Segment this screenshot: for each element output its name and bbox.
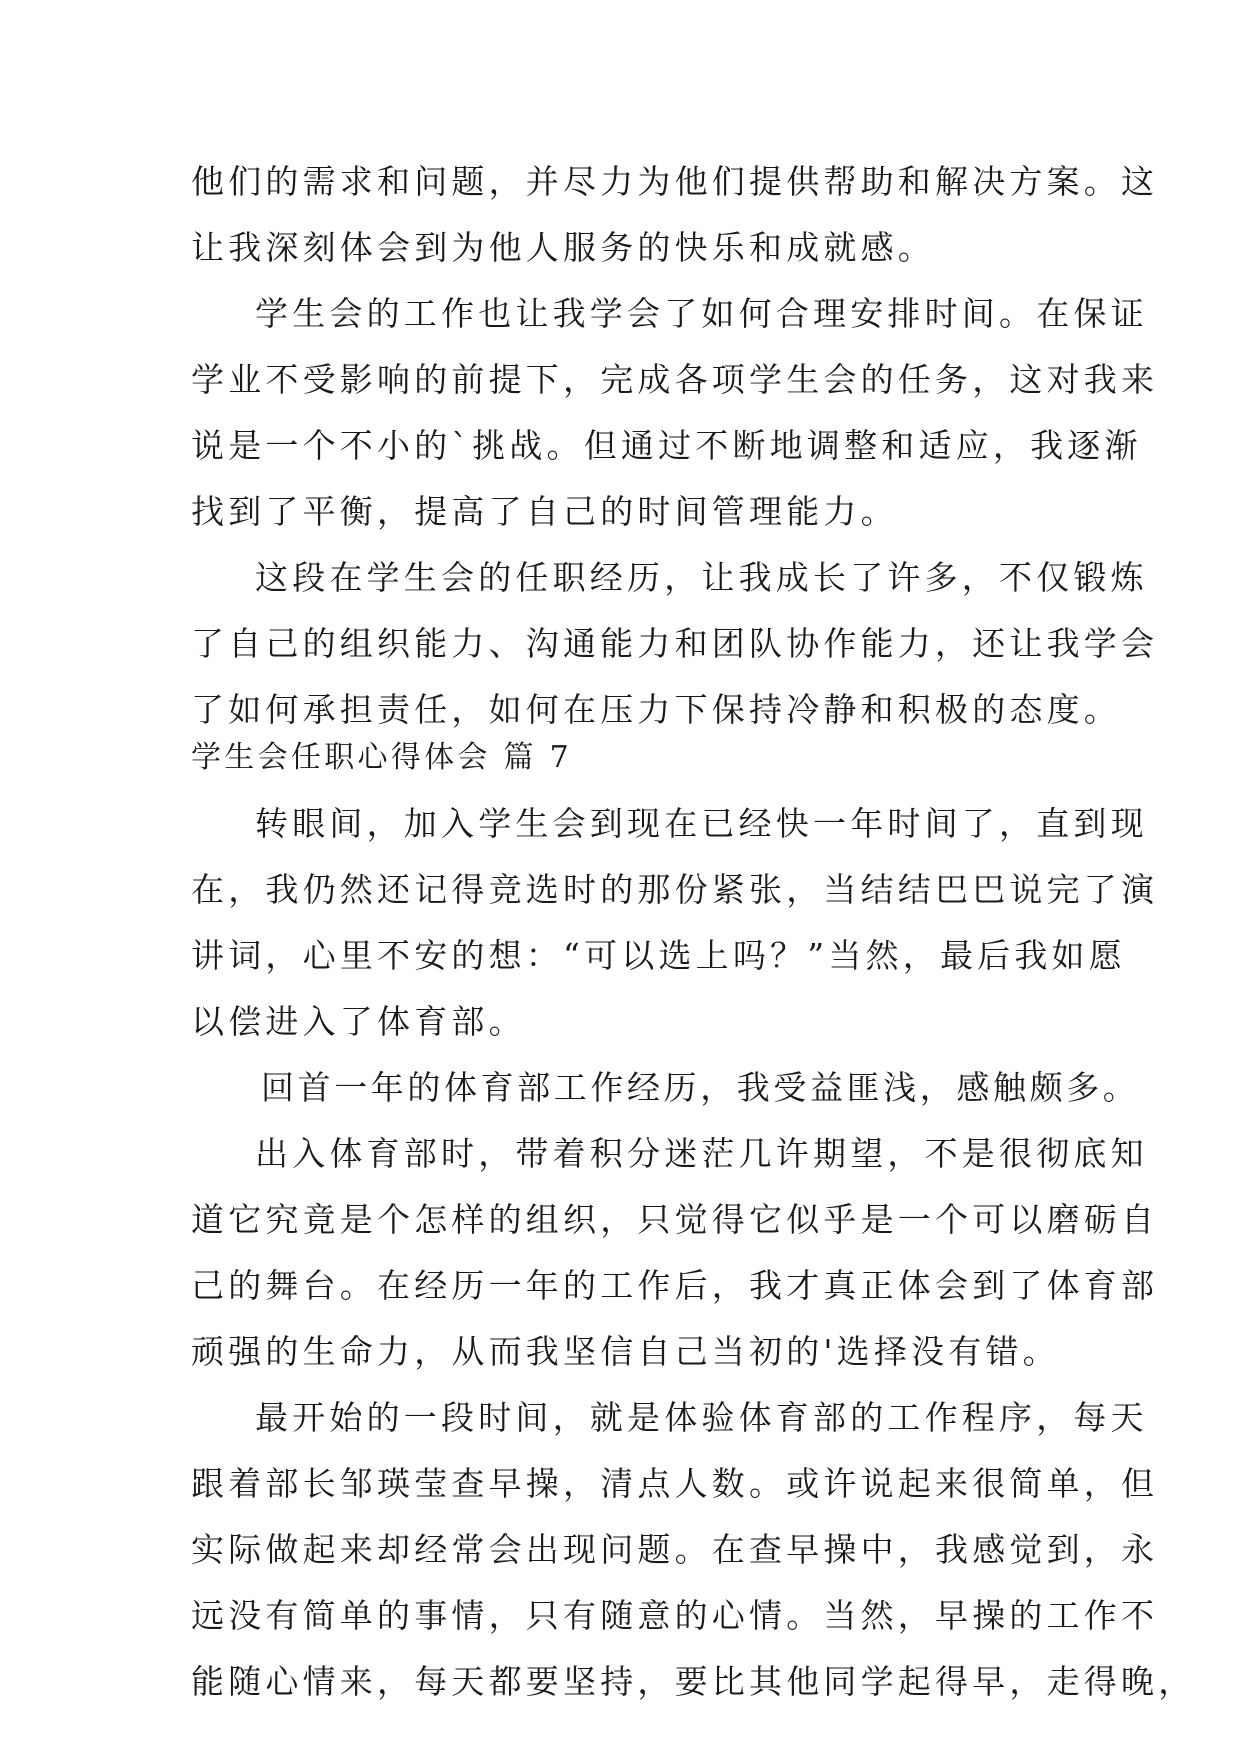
text-line: 讲词，心里不安的想：“可以选上吗？”当然，最后我如愿 bbox=[191, 936, 1126, 975]
text-line: 这段在学生会的任职经历，让我成长了许多，不仅锻炼 bbox=[255, 558, 1148, 597]
paragraph-2 bbox=[191, 292, 1159, 534]
paragraph-7 bbox=[191, 1396, 1196, 1704]
section-title: 学生会任职心得体会 篇 7 bbox=[191, 740, 573, 775]
section-heading bbox=[191, 736, 1063, 780]
text-line: 己的舞台。在经历一年的工作后，我才真正体会到了体育部 bbox=[191, 1266, 1159, 1305]
text-line: 了如何承担责任，如何在压力下保持冷静和积极的态度。 bbox=[191, 690, 1121, 729]
text-line: 学生会的工作也让我学会了如何合理安排时间。在保证 bbox=[255, 294, 1148, 333]
paragraph-6 bbox=[191, 1132, 1159, 1374]
text-line: 让我深刻体会到为他人服务的快乐和成就感。 bbox=[191, 228, 935, 267]
text-line: 出入体育部时，带着积分迷茫几许期望，不是很彻底知 bbox=[255, 1134, 1148, 1173]
paragraph-5 bbox=[191, 1066, 1140, 1110]
text-line: 转眼间，加入学生会到现在已经快一年时间了，直到现 bbox=[255, 804, 1148, 843]
text-line: 回首一年的体育部工作经历，我受益匪浅，感触颇多。 bbox=[261, 1068, 1140, 1107]
text-line: 顽强的生命力，从而我坚信自己当初的'选择没有错。 bbox=[191, 1332, 1060, 1371]
text-line: 最开始的一段时间，就是体验体育部的工作程序，每天 bbox=[255, 1398, 1148, 1437]
text-line: 说是一个不小的`挑战。但通过不断地调整和适应，我逐渐 bbox=[191, 426, 1142, 465]
text-line: 远没有简单的事情，只有随意的心情。当然，早操的工作不 bbox=[191, 1596, 1159, 1635]
text-line: 学业不受影响的前提下，完成各项学生会的任务，这对我来 bbox=[191, 360, 1159, 399]
paragraph-1 bbox=[191, 160, 1159, 270]
text-line: 道它究竟是个怎样的组织，只觉得它似乎是一个可以磨砺自 bbox=[191, 1200, 1159, 1239]
text-line: 找到了平衡，提高了自己的时间管理能力。 bbox=[191, 492, 898, 531]
text-line: 跟着部长邹瑛莹查早操，清点人数。或许说起来很简单，但 bbox=[191, 1464, 1159, 1503]
text-line: 能随心情来，每天都要坚持，要比其他同学起得早，走得晚， bbox=[191, 1662, 1196, 1701]
text-line: 以偿进入了体育部。 bbox=[191, 1002, 526, 1041]
document-page bbox=[191, 160, 1196, 1704]
paragraph-3 bbox=[191, 556, 1159, 732]
text-line: 他们的需求和问题，并尽力为他们提供帮助和解决方案。这 bbox=[191, 162, 1159, 201]
text-line: 在，我仍然还记得竞选时的那份紧张，当结结巴巴说完了演 bbox=[191, 870, 1159, 909]
text-line: 了自己的组织能力、沟通能力和团队协作能力，还让我学会 bbox=[191, 624, 1159, 663]
text-line: 实际做起来却经常会出现问题。在查早操中，我感觉到，永 bbox=[191, 1530, 1159, 1569]
paragraph-4 bbox=[191, 802, 1159, 1044]
